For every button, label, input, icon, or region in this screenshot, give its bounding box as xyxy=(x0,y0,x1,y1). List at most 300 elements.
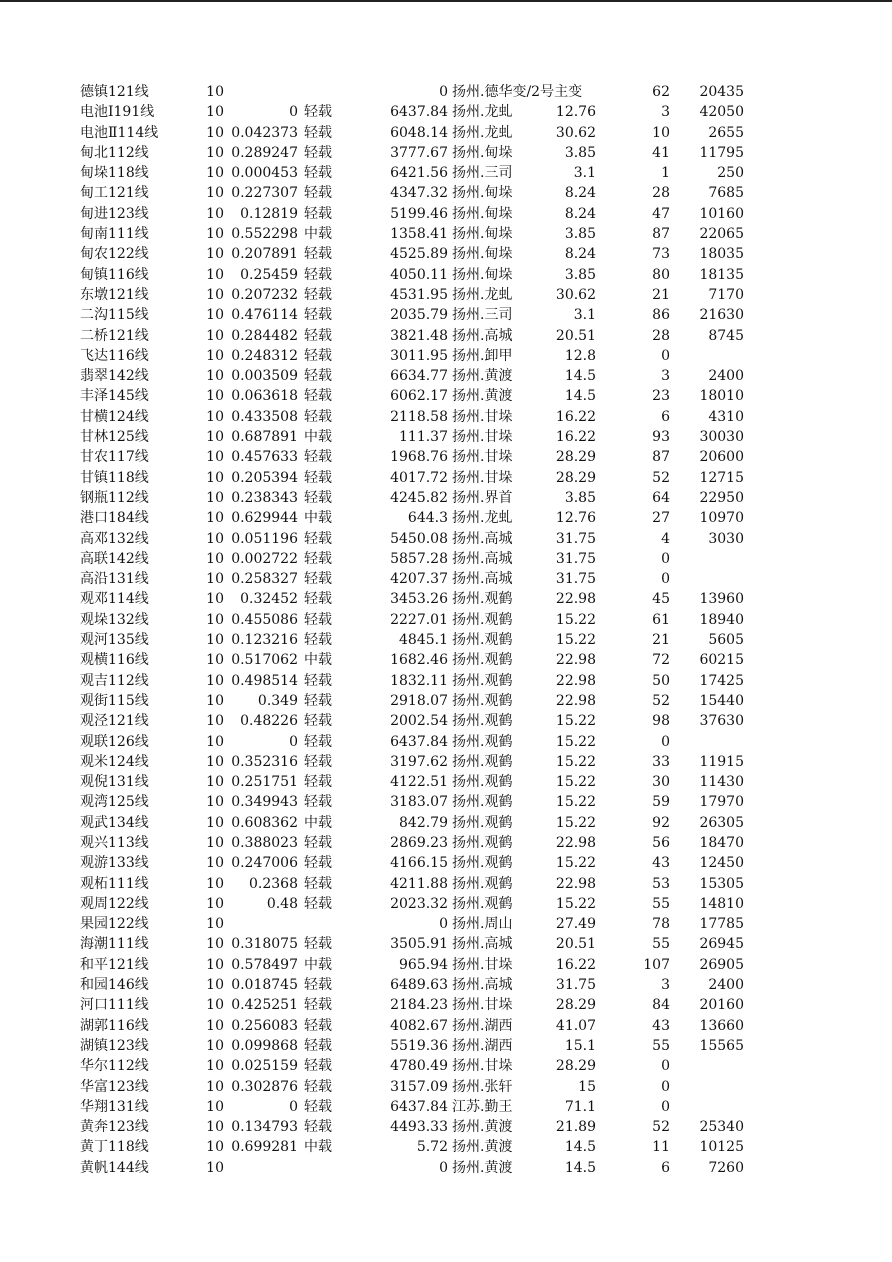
capacity-cell[interactable]: 6437.84 xyxy=(390,104,448,121)
feeder-name-cell[interactable]: 黄奔123线 xyxy=(80,1119,149,1136)
voltage-cell[interactable]: 10 xyxy=(206,855,224,872)
load-rate-cell[interactable]: 0.227307 xyxy=(231,185,298,202)
value-cell[interactable]: 7685 xyxy=(708,185,744,202)
capacity-cell[interactable]: 3505.91 xyxy=(390,936,448,953)
substation-cell[interactable]: 扬州.观鹤 xyxy=(452,692,513,709)
load-rate-cell[interactable]: 0.2368 xyxy=(249,875,298,892)
count-cell[interactable]: 80 xyxy=(652,266,670,283)
feeder-name-cell[interactable]: 甘农117线 xyxy=(80,449,149,466)
count-cell[interactable]: 52 xyxy=(652,692,670,709)
voltage-cell[interactable]: 10 xyxy=(206,1037,224,1054)
load-status-cell[interactable]: 轻载 xyxy=(304,550,332,567)
feeder-name-cell[interactable]: 观柘111线 xyxy=(80,875,149,892)
capacity-cell[interactable]: 4017.72 xyxy=(390,469,448,486)
length-cell[interactable]: 28.29 xyxy=(555,449,596,466)
voltage-cell[interactable]: 10 xyxy=(206,469,224,486)
substation-cell[interactable]: 扬州.黄渡 xyxy=(452,1119,513,1136)
feeder-name-cell[interactable]: 观湾125线 xyxy=(80,794,149,811)
substation-cell[interactable]: 扬州.黄渡 xyxy=(452,1139,513,1156)
length-cell[interactable]: 22.98 xyxy=(555,834,596,851)
voltage-cell[interactable]: 10 xyxy=(206,347,224,364)
feeder-name-cell[interactable]: 甸南111线 xyxy=(80,226,149,243)
capacity-cell[interactable]: 4207.37 xyxy=(390,571,448,588)
substation-cell[interactable]: 扬州.高城 xyxy=(452,571,513,588)
length-cell[interactable]: 15.22 xyxy=(555,895,596,912)
length-cell[interactable]: 15 xyxy=(578,1078,596,1095)
capacity-cell[interactable]: 5.72 xyxy=(416,1139,448,1156)
capacity-cell[interactable]: 3453.26 xyxy=(390,591,448,608)
voltage-cell[interactable]: 10 xyxy=(206,956,224,973)
load-status-cell[interactable]: 轻载 xyxy=(304,733,332,750)
feeder-name-cell[interactable]: 甸农122线 xyxy=(80,246,149,263)
load-rate-cell[interactable]: 0.238343 xyxy=(231,489,298,506)
value-cell[interactable]: 15440 xyxy=(699,692,744,709)
value-cell[interactable]: 20160 xyxy=(699,997,744,1014)
length-cell[interactable]: 15.22 xyxy=(555,611,596,628)
feeder-name-cell[interactable]: 河口111线 xyxy=(80,997,149,1014)
value-cell[interactable]: 18035 xyxy=(699,246,744,263)
load-rate-cell[interactable]: 0.349 xyxy=(257,692,298,709)
capacity-cell[interactable]: 111.37 xyxy=(399,429,448,446)
load-rate-cell[interactable]: 0 xyxy=(289,1098,298,1115)
feeder-name-cell[interactable]: 观泾121线 xyxy=(80,713,149,730)
count-cell[interactable]: 28 xyxy=(652,327,670,344)
load-rate-cell[interactable]: 0.051196 xyxy=(231,530,298,547)
count-cell[interactable]: 61 xyxy=(652,611,670,628)
load-status-cell[interactable]: 轻载 xyxy=(304,936,332,953)
load-rate-cell[interactable]: 0.457633 xyxy=(231,449,298,466)
voltage-cell[interactable]: 10 xyxy=(206,124,224,141)
value-cell[interactable]: 37630 xyxy=(699,713,744,730)
count-cell[interactable]: 0 xyxy=(661,1058,670,1075)
load-status-cell[interactable]: 中载 xyxy=(304,429,332,446)
substation-cell[interactable]: 扬州.三司 xyxy=(452,165,513,182)
value-cell[interactable]: 18940 xyxy=(699,611,744,628)
value-cell[interactable]: 2400 xyxy=(708,977,744,994)
voltage-cell[interactable]: 10 xyxy=(206,916,224,933)
capacity-cell[interactable]: 5857.28 xyxy=(390,550,448,567)
voltage-cell[interactable]: 10 xyxy=(206,1119,224,1136)
load-rate-cell[interactable]: 0.498514 xyxy=(231,672,298,689)
count-cell[interactable]: 0 xyxy=(661,1098,670,1115)
feeder-name-cell[interactable]: 观米124线 xyxy=(80,753,149,770)
count-cell[interactable]: 21 xyxy=(652,632,670,649)
length-cell[interactable]: 15.22 xyxy=(555,794,596,811)
substation-cell[interactable]: 扬州.甘垛 xyxy=(452,469,513,486)
capacity-cell[interactable]: 0 xyxy=(439,916,448,933)
voltage-cell[interactable]: 10 xyxy=(206,286,224,303)
length-cell[interactable]: 41.07 xyxy=(555,1017,596,1034)
count-cell[interactable]: 27 xyxy=(652,510,670,527)
length-cell[interactable]: 20.51 xyxy=(555,936,596,953)
substation-cell[interactable]: 扬州.观鹤 xyxy=(452,794,513,811)
load-status-cell[interactable]: 轻载 xyxy=(304,144,332,161)
load-status-cell[interactable]: 轻载 xyxy=(304,672,332,689)
capacity-cell[interactable]: 1358.41 xyxy=(390,226,448,243)
length-cell[interactable]: 21.89 xyxy=(555,1119,596,1136)
substation-cell[interactable]: 扬州.观鹤 xyxy=(452,875,513,892)
feeder-name-cell[interactable]: 湖镇123线 xyxy=(80,1037,149,1054)
voltage-cell[interactable]: 10 xyxy=(206,571,224,588)
length-cell[interactable]: 15.22 xyxy=(555,814,596,831)
load-rate-cell[interactable]: 0.629944 xyxy=(231,510,298,527)
count-cell[interactable]: 0 xyxy=(661,571,670,588)
value-cell[interactable]: 22065 xyxy=(699,226,744,243)
substation-cell[interactable]: 扬州.高城 xyxy=(452,550,513,567)
voltage-cell[interactable]: 10 xyxy=(206,632,224,649)
value-cell[interactable]: 4310 xyxy=(708,408,744,425)
load-rate-cell[interactable]: 0.12819 xyxy=(240,205,298,222)
capacity-cell[interactable]: 0 xyxy=(439,84,448,100)
length-cell[interactable]: 15.22 xyxy=(555,753,596,770)
value-cell[interactable]: 2400 xyxy=(708,368,744,385)
count-cell[interactable]: 52 xyxy=(652,469,670,486)
substation-cell[interactable]: 扬州.德华变/2号主变 xyxy=(452,84,583,100)
capacity-cell[interactable]: 4211.88 xyxy=(390,875,448,892)
load-rate-cell[interactable]: 0.349943 xyxy=(231,794,298,811)
load-status-cell[interactable]: 轻载 xyxy=(304,794,332,811)
value-cell[interactable]: 20600 xyxy=(699,449,744,466)
count-cell[interactable]: 21 xyxy=(652,286,670,303)
substation-cell[interactable]: 扬州.甸垛 xyxy=(452,266,513,283)
value-cell[interactable]: 10970 xyxy=(699,510,744,527)
load-status-cell[interactable]: 轻载 xyxy=(304,489,332,506)
value-cell[interactable]: 250 xyxy=(717,165,744,182)
length-cell[interactable]: 3.85 xyxy=(564,226,596,243)
length-cell[interactable]: 22.98 xyxy=(555,692,596,709)
capacity-cell[interactable]: 6437.84 xyxy=(390,733,448,750)
feeder-name-cell[interactable]: 黄丁118线 xyxy=(80,1139,149,1156)
substation-cell[interactable]: 扬州.周山 xyxy=(452,916,513,933)
voltage-cell[interactable]: 10 xyxy=(206,1159,224,1176)
voltage-cell[interactable]: 10 xyxy=(206,408,224,425)
feeder-name-cell[interactable]: 观河135线 xyxy=(80,632,149,649)
length-cell[interactable]: 12.76 xyxy=(555,510,596,527)
voltage-cell[interactable]: 10 xyxy=(206,936,224,953)
value-cell[interactable]: 26905 xyxy=(699,956,744,973)
count-cell[interactable]: 43 xyxy=(652,855,670,872)
voltage-cell[interactable]: 10 xyxy=(206,510,224,527)
load-status-cell[interactable]: 中载 xyxy=(304,226,332,243)
load-status-cell[interactable]: 轻载 xyxy=(304,713,332,730)
substation-cell[interactable]: 扬州.观鹤 xyxy=(452,611,513,628)
capacity-cell[interactable]: 4493.33 xyxy=(390,1119,448,1136)
voltage-cell[interactable]: 10 xyxy=(206,185,224,202)
load-rate-cell[interactable]: 0.284482 xyxy=(231,327,298,344)
value-cell[interactable]: 7260 xyxy=(708,1159,744,1176)
voltage-cell[interactable]: 10 xyxy=(206,895,224,912)
substation-cell[interactable]: 扬州.高城 xyxy=(452,936,513,953)
load-status-cell[interactable]: 轻载 xyxy=(304,165,332,182)
count-cell[interactable]: 87 xyxy=(652,449,670,466)
value-cell[interactable]: 12450 xyxy=(699,855,744,872)
load-status-cell[interactable]: 轻载 xyxy=(304,205,332,222)
load-status-cell[interactable]: 轻载 xyxy=(304,611,332,628)
load-status-cell[interactable]: 轻载 xyxy=(304,875,332,892)
voltage-cell[interactable]: 10 xyxy=(206,1098,224,1115)
load-status-cell[interactable]: 轻载 xyxy=(304,1078,332,1095)
load-status-cell[interactable]: 轻载 xyxy=(304,327,332,344)
load-rate-cell[interactable]: 0.352316 xyxy=(231,753,298,770)
load-rate-cell[interactable]: 0.433508 xyxy=(231,408,298,425)
load-rate-cell[interactable]: 0.258327 xyxy=(231,571,298,588)
load-status-cell[interactable]: 轻载 xyxy=(304,347,332,364)
capacity-cell[interactable]: 3197.62 xyxy=(390,753,448,770)
length-cell[interactable]: 16.22 xyxy=(555,956,596,973)
length-cell[interactable]: 28.29 xyxy=(555,469,596,486)
count-cell[interactable]: 55 xyxy=(652,895,670,912)
count-cell[interactable]: 6 xyxy=(661,408,670,425)
feeder-name-cell[interactable]: 果园122线 xyxy=(80,916,149,933)
capacity-cell[interactable]: 0 xyxy=(439,1159,448,1176)
count-cell[interactable]: 41 xyxy=(652,144,670,161)
capacity-cell[interactable]: 6048.14 xyxy=(390,124,448,141)
voltage-cell[interactable]: 10 xyxy=(206,611,224,628)
substation-cell[interactable]: 江苏.勤王 xyxy=(452,1098,513,1115)
value-cell[interactable]: 5605 xyxy=(708,632,744,649)
value-cell[interactable]: 12715 xyxy=(699,469,744,486)
load-rate-cell[interactable]: 0.251751 xyxy=(231,774,298,791)
feeder-name-cell[interactable]: 东墩121线 xyxy=(80,286,149,303)
capacity-cell[interactable]: 2118.58 xyxy=(390,408,448,425)
voltage-cell[interactable]: 10 xyxy=(206,774,224,791)
length-cell[interactable]: 30.62 xyxy=(555,124,596,141)
length-cell[interactable]: 12.8 xyxy=(564,347,596,364)
voltage-cell[interactable]: 10 xyxy=(206,84,224,100)
voltage-cell[interactable]: 10 xyxy=(206,733,224,750)
substation-cell[interactable]: 扬州.观鹤 xyxy=(452,895,513,912)
feeder-name-cell[interactable]: 和平121线 xyxy=(80,956,149,973)
feeder-name-cell[interactable]: 丰泽145线 xyxy=(80,388,149,405)
load-rate-cell[interactable]: 0.48226 xyxy=(240,713,298,730)
load-rate-cell[interactable]: 0.248312 xyxy=(231,347,298,364)
voltage-cell[interactable]: 10 xyxy=(206,530,224,547)
count-cell[interactable]: 4 xyxy=(661,530,670,547)
feeder-name-cell[interactable]: 电池Ⅱ114线 xyxy=(80,124,159,141)
length-cell[interactable]: 15.1 xyxy=(564,1037,596,1054)
value-cell[interactable]: 15305 xyxy=(699,875,744,892)
count-cell[interactable]: 28 xyxy=(652,185,670,202)
length-cell[interactable]: 22.98 xyxy=(555,875,596,892)
load-rate-cell[interactable]: 0.063618 xyxy=(231,388,298,405)
load-status-cell[interactable]: 轻载 xyxy=(304,591,332,608)
count-cell[interactable]: 72 xyxy=(652,652,670,669)
substation-cell[interactable]: 扬州.观鹤 xyxy=(452,774,513,791)
voltage-cell[interactable]: 10 xyxy=(206,1058,224,1075)
voltage-cell[interactable]: 10 xyxy=(206,713,224,730)
value-cell[interactable]: 13660 xyxy=(699,1017,744,1034)
load-status-cell[interactable]: 轻载 xyxy=(304,388,332,405)
substation-cell[interactable]: 扬州.湖西 xyxy=(452,1017,513,1034)
load-status-cell[interactable]: 中载 xyxy=(304,652,332,669)
feeder-name-cell[interactable]: 华翔131线 xyxy=(80,1098,149,1115)
length-cell[interactable]: 22.98 xyxy=(555,652,596,669)
load-status-cell[interactable]: 轻载 xyxy=(304,1037,332,1054)
length-cell[interactable]: 15.22 xyxy=(555,733,596,750)
value-cell[interactable]: 22950 xyxy=(699,489,744,506)
capacity-cell[interactable]: 4525.89 xyxy=(390,246,448,263)
feeder-name-cell[interactable]: 甸垛118线 xyxy=(80,165,149,182)
voltage-cell[interactable]: 10 xyxy=(206,875,224,892)
length-cell[interactable]: 28.29 xyxy=(555,997,596,1014)
load-status-cell[interactable]: 中载 xyxy=(304,510,332,527)
count-cell[interactable]: 93 xyxy=(652,429,670,446)
count-cell[interactable]: 56 xyxy=(652,834,670,851)
length-cell[interactable]: 14.5 xyxy=(564,368,596,385)
capacity-cell[interactable]: 2227.01 xyxy=(390,611,448,628)
capacity-cell[interactable]: 2869.23 xyxy=(390,834,448,851)
feeder-name-cell[interactable]: 高邓132线 xyxy=(80,530,149,547)
substation-cell[interactable]: 扬州.观鹤 xyxy=(452,834,513,851)
load-rate-cell[interactable]: 0.517062 xyxy=(231,652,298,669)
capacity-cell[interactable]: 5199.46 xyxy=(390,205,448,222)
length-cell[interactable]: 15.22 xyxy=(555,632,596,649)
voltage-cell[interactable]: 10 xyxy=(206,1078,224,1095)
substation-cell[interactable]: 扬州.黄渡 xyxy=(452,1159,513,1176)
load-status-cell[interactable]: 轻载 xyxy=(304,124,332,141)
capacity-cell[interactable]: 2035.79 xyxy=(390,307,448,324)
load-rate-cell[interactable]: 0.003509 xyxy=(231,368,298,385)
substation-cell[interactable]: 扬州.三司 xyxy=(452,307,513,324)
voltage-cell[interactable]: 10 xyxy=(206,388,224,405)
length-cell[interactable]: 16.22 xyxy=(555,408,596,425)
feeder-name-cell[interactable]: 黄帆144线 xyxy=(80,1159,149,1176)
count-cell[interactable]: 86 xyxy=(652,307,670,324)
load-rate-cell[interactable]: 0.318075 xyxy=(231,936,298,953)
substation-cell[interactable]: 扬州.甘垛 xyxy=(452,997,513,1014)
count-cell[interactable]: 10 xyxy=(652,124,670,141)
substation-cell[interactable]: 扬州.甸垛 xyxy=(452,144,513,161)
count-cell[interactable]: 64 xyxy=(652,489,670,506)
value-cell[interactable]: 18010 xyxy=(699,388,744,405)
substation-cell[interactable]: 扬州.观鹤 xyxy=(452,855,513,872)
load-rate-cell[interactable]: 0.025159 xyxy=(231,1058,298,1075)
count-cell[interactable]: 0 xyxy=(661,550,670,567)
substation-cell[interactable]: 扬州.观鹤 xyxy=(452,733,513,750)
length-cell[interactable]: 30.62 xyxy=(555,286,596,303)
load-status-cell[interactable]: 轻载 xyxy=(304,104,332,121)
load-status-cell[interactable]: 中载 xyxy=(304,1139,332,1156)
length-cell[interactable]: 15.22 xyxy=(555,774,596,791)
length-cell[interactable]: 15.22 xyxy=(555,855,596,872)
load-rate-cell[interactable]: 0.455086 xyxy=(231,611,298,628)
feeder-name-cell[interactable]: 甸镇116线 xyxy=(80,266,149,283)
load-status-cell[interactable]: 轻载 xyxy=(304,530,332,547)
voltage-cell[interactable]: 10 xyxy=(206,307,224,324)
feeder-name-cell[interactable]: 海潮111线 xyxy=(80,936,149,953)
length-cell[interactable]: 27.49 xyxy=(555,916,596,933)
voltage-cell[interactable]: 10 xyxy=(206,652,224,669)
capacity-cell[interactable]: 4050.11 xyxy=(390,266,448,283)
feeder-name-cell[interactable]: 观横116线 xyxy=(80,652,149,669)
capacity-cell[interactable]: 6634.77 xyxy=(390,368,448,385)
capacity-cell[interactable]: 2184.23 xyxy=(390,997,448,1014)
length-cell[interactable]: 14.5 xyxy=(564,388,596,405)
feeder-name-cell[interactable]: 观垛132线 xyxy=(80,611,149,628)
load-rate-cell[interactable]: 0.123216 xyxy=(231,632,298,649)
substation-cell[interactable]: 扬州.观鹤 xyxy=(452,591,513,608)
feeder-name-cell[interactable]: 二桥121线 xyxy=(80,327,149,344)
substation-cell[interactable]: 扬州.甘垛 xyxy=(452,956,513,973)
load-rate-cell[interactable]: 0.256083 xyxy=(231,1017,298,1034)
count-cell[interactable]: 50 xyxy=(652,672,670,689)
count-cell[interactable]: 30 xyxy=(652,774,670,791)
length-cell[interactable]: 16.22 xyxy=(555,429,596,446)
capacity-cell[interactable]: 4780.49 xyxy=(390,1058,448,1075)
load-status-cell[interactable]: 轻载 xyxy=(304,1119,332,1136)
load-status-cell[interactable]: 轻载 xyxy=(304,307,332,324)
value-cell[interactable]: 20435 xyxy=(699,84,744,100)
feeder-name-cell[interactable]: 湖郭116线 xyxy=(80,1017,149,1034)
load-rate-cell[interactable]: 0.207891 xyxy=(231,246,298,263)
load-rate-cell[interactable]: 0.608362 xyxy=(231,814,298,831)
feeder-name-cell[interactable]: 观游133线 xyxy=(80,855,149,872)
count-cell[interactable]: 23 xyxy=(652,388,670,405)
capacity-cell[interactable]: 4166.15 xyxy=(390,855,448,872)
capacity-cell[interactable]: 6421.56 xyxy=(390,165,448,182)
value-cell[interactable]: 17970 xyxy=(699,794,744,811)
value-cell[interactable]: 17785 xyxy=(699,916,744,933)
load-rate-cell[interactable]: 0.099868 xyxy=(231,1037,298,1054)
load-status-cell[interactable]: 轻载 xyxy=(304,1017,332,1034)
load-rate-cell[interactable]: 0.000453 xyxy=(231,165,298,182)
count-cell[interactable]: 3 xyxy=(661,977,670,994)
feeder-name-cell[interactable]: 观倪131线 xyxy=(80,774,149,791)
load-status-cell[interactable]: 轻载 xyxy=(304,1058,332,1075)
feeder-name-cell[interactable]: 翡翠142线 xyxy=(80,368,149,385)
substation-cell[interactable]: 扬州.甘垛 xyxy=(452,408,513,425)
load-rate-cell[interactable]: 0.302876 xyxy=(231,1078,298,1095)
value-cell[interactable]: 42050 xyxy=(699,104,744,121)
value-cell[interactable]: 2655 xyxy=(708,124,744,141)
load-rate-cell[interactable]: 0.247006 xyxy=(231,855,298,872)
substation-cell[interactable]: 扬州.高城 xyxy=(452,327,513,344)
count-cell[interactable]: 3 xyxy=(661,368,670,385)
capacity-cell[interactable]: 1682.46 xyxy=(390,652,448,669)
length-cell[interactable]: 3.85 xyxy=(564,266,596,283)
value-cell[interactable]: 7170 xyxy=(708,286,744,303)
load-status-cell[interactable]: 轻载 xyxy=(304,632,332,649)
voltage-cell[interactable]: 10 xyxy=(206,266,224,283)
count-cell[interactable]: 47 xyxy=(652,205,670,222)
feeder-name-cell[interactable]: 甘镇118线 xyxy=(80,469,149,486)
length-cell[interactable]: 31.75 xyxy=(555,977,596,994)
voltage-cell[interactable]: 10 xyxy=(206,429,224,446)
feeder-name-cell[interactable]: 观联126线 xyxy=(80,733,149,750)
load-rate-cell[interactable]: 0.25459 xyxy=(240,266,298,283)
load-rate-cell[interactable]: 0 xyxy=(289,104,298,121)
value-cell[interactable]: 14810 xyxy=(699,895,744,912)
load-rate-cell[interactable]: 0.289247 xyxy=(231,144,298,161)
count-cell[interactable]: 3 xyxy=(661,104,670,121)
feeder-name-cell[interactable]: 观武134线 xyxy=(80,814,149,831)
voltage-cell[interactable]: 10 xyxy=(206,1017,224,1034)
capacity-cell[interactable]: 3157.09 xyxy=(390,1078,448,1095)
feeder-name-cell[interactable]: 甘林125线 xyxy=(80,429,149,446)
load-rate-cell[interactable]: 0.699281 xyxy=(231,1139,298,1156)
load-rate-cell[interactable]: 0.32452 xyxy=(240,591,298,608)
length-cell[interactable]: 14.5 xyxy=(564,1159,596,1176)
feeder-name-cell[interactable]: 甸进123线 xyxy=(80,205,149,222)
count-cell[interactable]: 0 xyxy=(661,733,670,750)
load-status-cell[interactable]: 轻载 xyxy=(304,246,332,263)
substation-cell[interactable]: 扬州.观鹤 xyxy=(452,814,513,831)
substation-cell[interactable]: 扬州.观鹤 xyxy=(452,753,513,770)
length-cell[interactable]: 22.98 xyxy=(555,672,596,689)
substation-cell[interactable]: 扬州.张轩 xyxy=(452,1078,513,1095)
load-status-cell[interactable]: 轻载 xyxy=(304,753,332,770)
substation-cell[interactable]: 扬州.界首 xyxy=(452,489,513,506)
